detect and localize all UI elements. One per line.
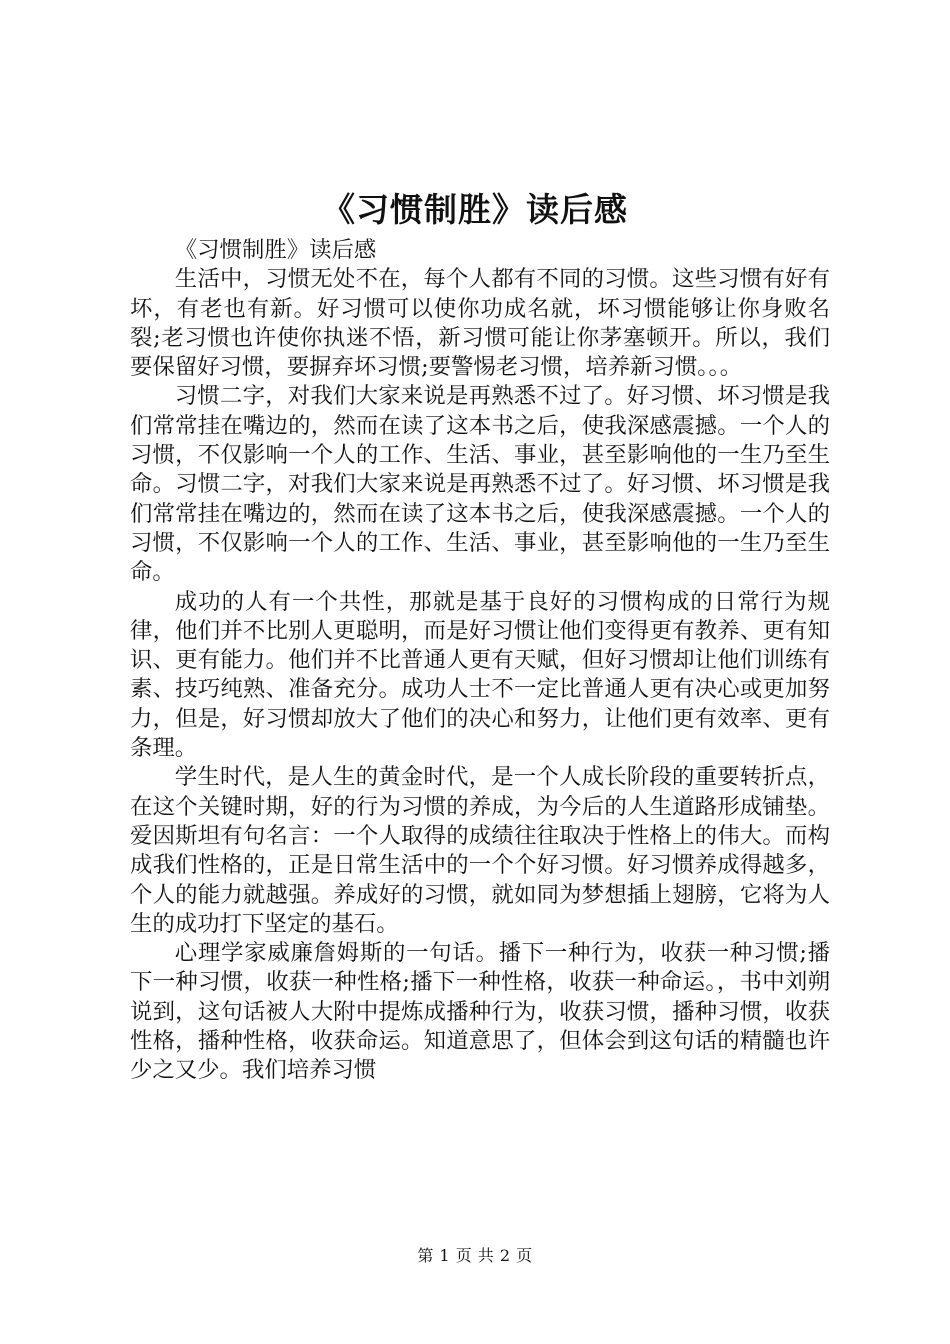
paragraph: 成功的人有一个共性，那就是基于良好的习惯构成的日常行为规律，他们并不比别人更聪明，而是好习惯让他们变得更有教养、更有知识、更有能力。他们并不比普通人更有天赋，但好习惯却让他们训练有素、技巧纯熟、准备充分。成功人士不一定比普通人更有决心或更加努力，但是，好习惯却放大了他们的决心和努力，让他们更有效率、更有条理。 <box>130 588 830 762</box>
page-number-footer: 第 1 页 共 2 页 <box>417 1246 533 1265</box>
paragraph: 学生时代，是人生的黄金时代，是一个人成长阶段的重要转折点，在这个关键时期，好的行为习惯的养成，为今后的人生道路形成铺垫。爱因斯坦有句名言：一个人取得的成绩往往取决于性格上的伟大。而构成我们性格的，正是日常生活中的一个个好习惯。好习惯养成得越多，个人的能力就越强。养成好的习惯，就如同为梦想插上翅膀，它将为人生的成功打下坚定的基石。 <box>130 764 830 937</box>
document-subtitle: 《习惯制胜》读后感 <box>174 237 377 263</box>
paragraph: 习惯二字，对我们大家来说是再熟悉不过了。好习惯、坏习惯是我们常常挂在嘴边的，然而在读了这本书之后，使我深感震撼。一个人的习惯，不仅影响一个人的工作、生活、事业，甚至影响他的一生乃至生命。习惯二字，对我们大家来说是再熟悉不过了。好习惯、坏习惯是我们常常挂在嘴边的，然而在读了这本书之后，使我深感震撼。一个人的习惯，不仅影响一个人的工作、生活、事业，甚至影响他的一生乃至生命。 <box>130 383 830 586</box>
document-title: 《习惯制胜》读后感 <box>322 190 628 229</box>
document-body <box>130 236 830 1086</box>
paragraph: 生活中，习惯无处不在，每个人都有不同的习惯。这些习惯有好有坏，有老也有新。好习惯可以使你功成名就，坏习惯能够让你身败名裂;老习惯也许使你执迷不悟，新习惯可能让你茅塞顿开。所以，我们要保留好习惯，要摒弃坏习惯;要警惕老习惯，培养新习惯。。。 <box>130 266 830 381</box>
paragraph: 心理学家威廉詹姆斯的一句话。播下一种行为，收获一种习惯;播下一种习惯，收获一种性格;播下一种性格，收获一种命运。，书中刘朔说到，这句话被人大附中提炼成播种行为，收获习惯，播种习惯，收获性格，播种性格，收获命运。知道意思了，但体会到这句话的精髓也许少之又少。我们培养习惯 <box>130 940 830 1084</box>
